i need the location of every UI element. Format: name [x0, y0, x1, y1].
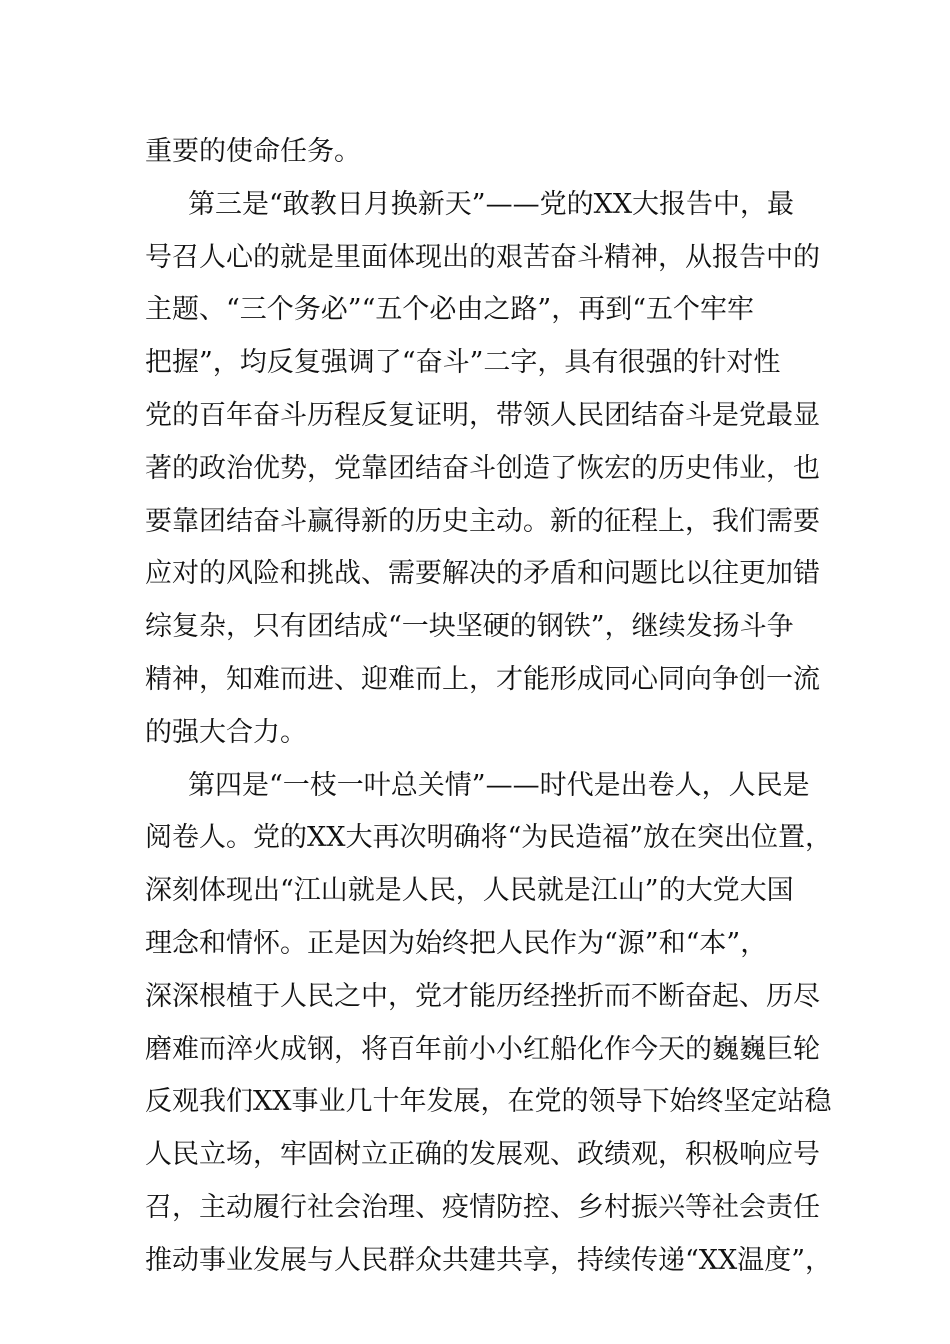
text-line: 应对的风险和挑战、需要解决的矛盾和问题比以往更加错 — [145, 558, 820, 590]
text-line: 召，主动履行社会治理、疫情防控、乡村振兴等社会责任 — [145, 1191, 820, 1223]
text-line: 人民立场，牢固树立正确的发展观、政绩观，积极响应号 — [145, 1139, 820, 1171]
text-line: 主题、“三个务必”“五个必由之路”，再到“五个牢牢 — [145, 294, 755, 326]
text-line: 要靠团结奋斗赢得新的历史主动。新的征程上，我们需要 — [145, 505, 820, 537]
text-line: 深深根植于人民之中，党才能历经挫折而不断奋起、历尽 — [145, 980, 820, 1012]
text-line: 深刻体现出“江山就是人民，人民就是江山”的大党大国 — [145, 875, 794, 907]
paragraph-start-line: 第四是“一枝一叶总关情”——时代是出卷人，人民是 — [188, 769, 810, 801]
text-line: 阅卷人。党的XX大再次明确将“为民造福”放在突出位置， — [145, 822, 833, 854]
text-line: 著的政治优势，党靠团结奋斗创造了恢宏的历史伟业，也 — [145, 452, 820, 484]
text-line: 推动事业发展与人民群众共建共享，持续传递“XX温度”， — [145, 1244, 833, 1276]
text-line: 磨难而淬火成钢，将百年前小小红船化作今天的巍巍巨轮 — [145, 1033, 820, 1065]
text-line: 把握”，均反复强调了“奋斗”二字，具有很强的针对性 — [145, 347, 781, 379]
text-line: 党的百年奋斗历程反复证明，带领人民团结奋斗是党最显 — [145, 399, 820, 431]
paragraph-start-line: 第三是“敢教日月换新天”——党的XX大报告中，最 — [188, 188, 795, 220]
body-text — [145, 126, 833, 1288]
text-line: 反观我们XX事业几十年发展，在党的领导下始终坚定站稳 — [145, 1086, 832, 1118]
text-line: 的强大合力。 — [145, 716, 307, 748]
text-line: 理念和情怀。正是因为始终把人民作为“源”和“本”， — [145, 927, 768, 959]
text-line: 精神，知难而进、迎难而上，才能形成同心同向争创一流 — [145, 663, 820, 695]
text-line: 重要的使命任务。 — [145, 136, 361, 167]
text-line: 号召人心的就是里面体现出的艰苦奋斗精神，从报告中的 — [145, 241, 820, 273]
text-line: 综复杂，只有团结成“一块坚硬的钢铁”，继续发扬斗争 — [145, 611, 794, 643]
